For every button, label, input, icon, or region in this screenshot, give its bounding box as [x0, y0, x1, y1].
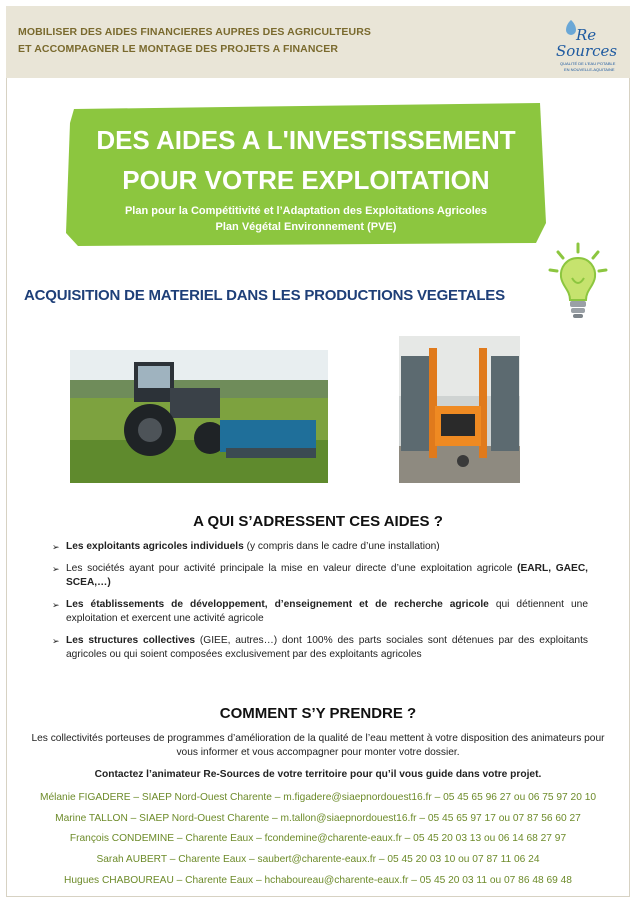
- logo-line-1: Re: [576, 26, 597, 44]
- list-item: ➢ Les établissements de développement, d’enseignement et de recherche agricole qui détiennent une exploitation et exercent une activité agricole: [52, 599, 589, 624]
- title-banner: [66, 103, 546, 246]
- tractor-photo: [70, 350, 328, 483]
- banner-subtitle-1: Plan pour la Compétitivité et l’Adaptation des Exploitations Agricoles: [124, 205, 488, 217]
- logo-line-2: Sources: [556, 42, 618, 60]
- arrow-bullet-icon: ➢: [52, 636, 60, 646]
- banner-subtitle-2: Plan Végétal Environnement (PVE): [215, 221, 397, 233]
- logo-tagline-2: EN NOUVELLE-AQUITAINE: [564, 67, 615, 72]
- how-paragraph: Les collectivités porteuses de programmes d’amélioration de la qualité de l’eau mettent à votre disposition des animateurs pour vous informer et vous accompagner pour monter votre dossier.: [31, 733, 605, 758]
- contact-line: François CONDEMINE – Charente Eaux – fcondemine@charente-eaux.fr – 05 45 20 03 13 ou 06 14 68 27 97: [69, 833, 567, 845]
- header-line-2: ET ACCOMPAGNER LE MONTAGE DES PROJETS A FINANCER: [18, 43, 339, 55]
- audience-list: [52, 540, 588, 670]
- contact-line: Mélanie FIGADERE – SIAEP Nord-Ouest Charente – m.figadere@siaepnordouest16.fr – 05 45 65 96 27 ou 06 75 97 20 10: [39, 792, 597, 803]
- list-item: ➢ Les sociétés ayant pour activité principale la mise en valeur directe d’une exploitation agricole (EARL, GAEC, SCEA,…): [52, 563, 589, 588]
- contact-line: Hugues CHABOUREAU – Charente Eaux – hchaboureau@charente-eaux.fr – 05 45 20 03 11 ou 07 86 48 69 48: [64, 874, 572, 886]
- contact-line: Sarah AUBERT – Charente Eaux – saubert@charente-eaux.fr – 05 45 20 03 10 ou 07 87 11 06 24: [96, 854, 540, 866]
- lightbulb-icon: [546, 238, 610, 328]
- logo-tagline-1: QUALITÉ DE L'EAU POTABLE: [560, 61, 616, 66]
- banner-title-line-1: DES AIDES A L'INVESTISSEMENT: [96, 125, 516, 155]
- re-sources-logo: [552, 18, 618, 74]
- contact-line: Marine TALLON – SIAEP Nord-Ouest Charente – m.tallon@siaepnordouest16.fr – 05 45 65 97 17 ou 07 87 56 60 27: [55, 812, 581, 824]
- header-line-1: MOBILISER DES AIDES FINANCIERES AUPRES DES AGRICULTEURS: [18, 26, 372, 38]
- list-item: ➢ Les structures collectives (GIEE, autres…) dont 100% des parts sociales sont détenues par des exploitants agricoles ou qui soient composées exclusivement par des exploitants agricoles: [52, 635, 589, 660]
- section-title: ACQUISITION DE MATERIEL DANS LES PRODUCTIONS VEGETALES: [24, 287, 505, 304]
- banner-title-line-2: POUR VOTRE EXPLOITATION: [122, 165, 490, 195]
- arrow-bullet-icon: ➢: [52, 600, 60, 610]
- contact-list: [0, 790, 636, 893]
- how-heading: COMMENT S’Y PRENDRE ?: [219, 705, 417, 722]
- arrow-bullet-icon: ➢: [52, 542, 60, 552]
- list-item: ➢ Les exploitants agricoles individuels (y compris dans le cadre d’une installation): [52, 541, 440, 552]
- audience-heading: A QUI S’ADRESSENT CES AIDES ?: [193, 513, 443, 530]
- header-band: [6, 6, 630, 78]
- contact-lead: Contactez l’animateur Re-Sources de votre territoire pour qu’il vous guide dans votre projet.: [94, 769, 542, 780]
- orchard-machine-photo: [399, 336, 520, 483]
- arrow-bullet-icon: ➢: [52, 564, 60, 574]
